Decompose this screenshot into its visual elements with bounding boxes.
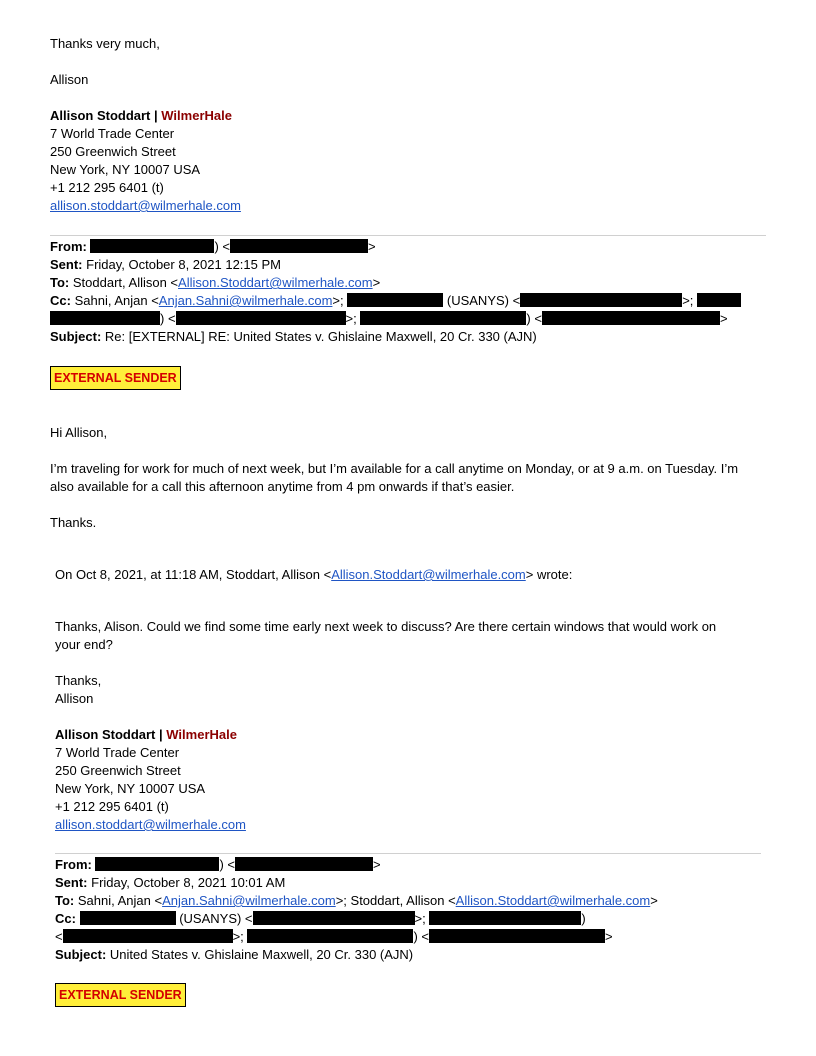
header1-cc <box>50 292 741 310</box>
signature-email-link[interactable]: allison.stoddart@wilmerhale.com <box>50 198 241 213</box>
redaction-block <box>520 293 682 307</box>
from-end: > <box>368 239 376 254</box>
signature-address2: 250 Greenwich Street <box>50 144 176 159</box>
signature-city: New York, NY 10007 USA <box>50 162 201 177</box>
sent-label: Sent: <box>55 875 88 890</box>
signature-city: New York, NY 10007 USA <box>55 781 206 796</box>
header2-sent <box>55 874 285 892</box>
header1-sent <box>50 256 281 274</box>
body-line-2: also available for a call this afternoon anytime from 4 pm onwards if that’s easier. <box>50 479 515 494</box>
signature-address2: 250 Greenwich Street <box>55 763 181 778</box>
from-end: > <box>373 857 381 872</box>
header2-from <box>55 856 381 874</box>
external-sender-banner: EXTERNAL SENDER <box>55 983 186 1007</box>
subject-value: Re: [EXTERNAL] RE: United States v. Ghislaine Maxwell, 20 Cr. 330 (AJN) <box>104 329 537 344</box>
cc-separator: >; <box>345 311 357 326</box>
header-divider <box>50 235 766 236</box>
signature-address1: 7 World Trade Center <box>50 126 175 141</box>
cc-separator: ) < <box>160 311 176 326</box>
firm-name: WilmerHale <box>166 727 237 742</box>
signature-email-link[interactable]: allison.stoddart@wilmerhale.com <box>55 817 246 832</box>
quote-name: Allison <box>55 691 94 706</box>
cc-separator: ) < <box>526 311 542 326</box>
to-email-link[interactable]: Anjan.Sahni@wilmerhale.com <box>162 893 336 908</box>
sent-value: Friday, October 8, 2021 10:01 AM <box>91 875 286 890</box>
redaction-block <box>80 911 176 925</box>
signature-address1: 7 World Trade Center <box>55 745 180 760</box>
signature-name: Allison Stoddart <box>50 108 151 123</box>
to-name: Stoddart, Allison < <box>72 275 179 290</box>
header1-subject <box>50 328 537 346</box>
redaction-block <box>360 311 526 325</box>
to-email-link[interactable]: Allison.Stoddart@wilmerhale.com <box>178 275 373 290</box>
quote-thanks: Thanks, <box>55 673 102 688</box>
subject-label: Subject: <box>55 947 107 962</box>
cc-separator: >; <box>232 929 244 944</box>
quote-line-2: your end? <box>55 637 113 652</box>
signature-separator: | <box>159 727 163 742</box>
quote-line-1: Thanks, Alison. Could we find some time early next week to discuss? Are there certain windows that would work on <box>55 619 717 634</box>
redaction-block <box>63 929 233 943</box>
signature-separator: | <box>154 108 158 123</box>
redaction-block <box>247 929 413 943</box>
cc-end: > <box>719 311 728 326</box>
header-divider <box>55 853 761 854</box>
cc-email-link[interactable]: Anjan.Sahni@wilmerhale.com <box>158 293 333 308</box>
cc-name: Sahni, Anjan < <box>74 293 159 308</box>
cc-separator: >; <box>332 293 344 308</box>
external-sender-banner: EXTERNAL SENDER <box>50 366 181 390</box>
to-label: To: <box>50 275 70 290</box>
cc-label: Cc: <box>50 293 71 308</box>
body-line-1: I’m traveling for work for much of next week, but I’m available for a call anytime on Monday, or at 9 a.m. on Tuesday. I’m <box>50 461 739 476</box>
closing-thanks: Thanks very much, <box>50 36 160 51</box>
cc-usanys: (USANYS) < <box>179 911 253 926</box>
subject-value: United States v. Ghislaine Maxwell, 20 Cr. 330 (AJN) <box>109 947 414 962</box>
redaction-block <box>347 293 443 307</box>
to-end: > <box>650 893 658 908</box>
body-thanks: Thanks. <box>50 515 97 530</box>
redaction-block <box>697 293 741 307</box>
signature-line <box>50 107 232 125</box>
from-label: From: <box>55 857 92 872</box>
quote-intro <box>55 566 572 584</box>
redaction-block <box>95 857 219 871</box>
cc-close: ) <box>581 911 586 926</box>
redaction-block <box>542 311 720 325</box>
cc-end: > <box>604 929 613 944</box>
sent-label: Sent: <box>50 257 83 272</box>
cc-open: < <box>55 929 63 944</box>
signature-phone: +1 212 295 6401 (t) <box>55 799 169 814</box>
firm-name: WilmerHale <box>161 108 232 123</box>
quote-intro-text: On Oct 8, 2021, at 11:18 AM, Stoddart, Allison < <box>55 567 332 582</box>
header2-cc <box>55 910 586 928</box>
greeting: Hi Allison, <box>50 425 108 440</box>
signature-name: Allison Stoddart <box>55 727 156 742</box>
redaction-block <box>176 311 346 325</box>
cc-label: Cc: <box>55 911 76 926</box>
redaction-block <box>230 239 368 253</box>
to-separator: >; Stoddart, Allison < <box>335 893 456 908</box>
redaction-block <box>90 239 214 253</box>
header1-to <box>50 274 380 292</box>
redaction-block <box>50 311 160 325</box>
to-label: To: <box>55 893 75 908</box>
closing-name: Allison <box>50 72 89 87</box>
cc-usanys: (USANYS) < <box>446 293 521 308</box>
cc-separator: ) < <box>413 929 429 944</box>
quote-intro-email-link[interactable]: Allison.Stoddart@wilmerhale.com <box>331 567 526 582</box>
quote-intro-end: > wrote: <box>525 567 573 582</box>
to-end: > <box>372 275 381 290</box>
header1-cc-continued <box>50 310 728 328</box>
header2-cc-continued <box>55 928 613 946</box>
from-separator: ) < <box>219 857 236 872</box>
sent-value: Friday, October 8, 2021 12:15 PM <box>86 257 281 272</box>
redaction-block <box>429 929 605 943</box>
header2-to <box>55 892 658 910</box>
cc-separator: >; <box>682 293 694 308</box>
redaction-block <box>253 911 415 925</box>
signature-phone: +1 212 295 6401 (t) <box>50 180 164 195</box>
redaction-block <box>429 911 581 925</box>
header2-subject <box>55 946 413 964</box>
to-email-link[interactable]: Allison.Stoddart@wilmerhale.com <box>455 893 651 908</box>
from-label: From: <box>50 239 87 254</box>
header1-from <box>50 238 376 256</box>
from-separator: ) < <box>214 239 231 254</box>
to-name: Sahni, Anjan < <box>77 893 163 908</box>
signature-line <box>55 726 237 744</box>
redaction-block <box>235 857 373 871</box>
cc-separator: >; <box>414 911 426 926</box>
subject-label: Subject: <box>50 329 102 344</box>
